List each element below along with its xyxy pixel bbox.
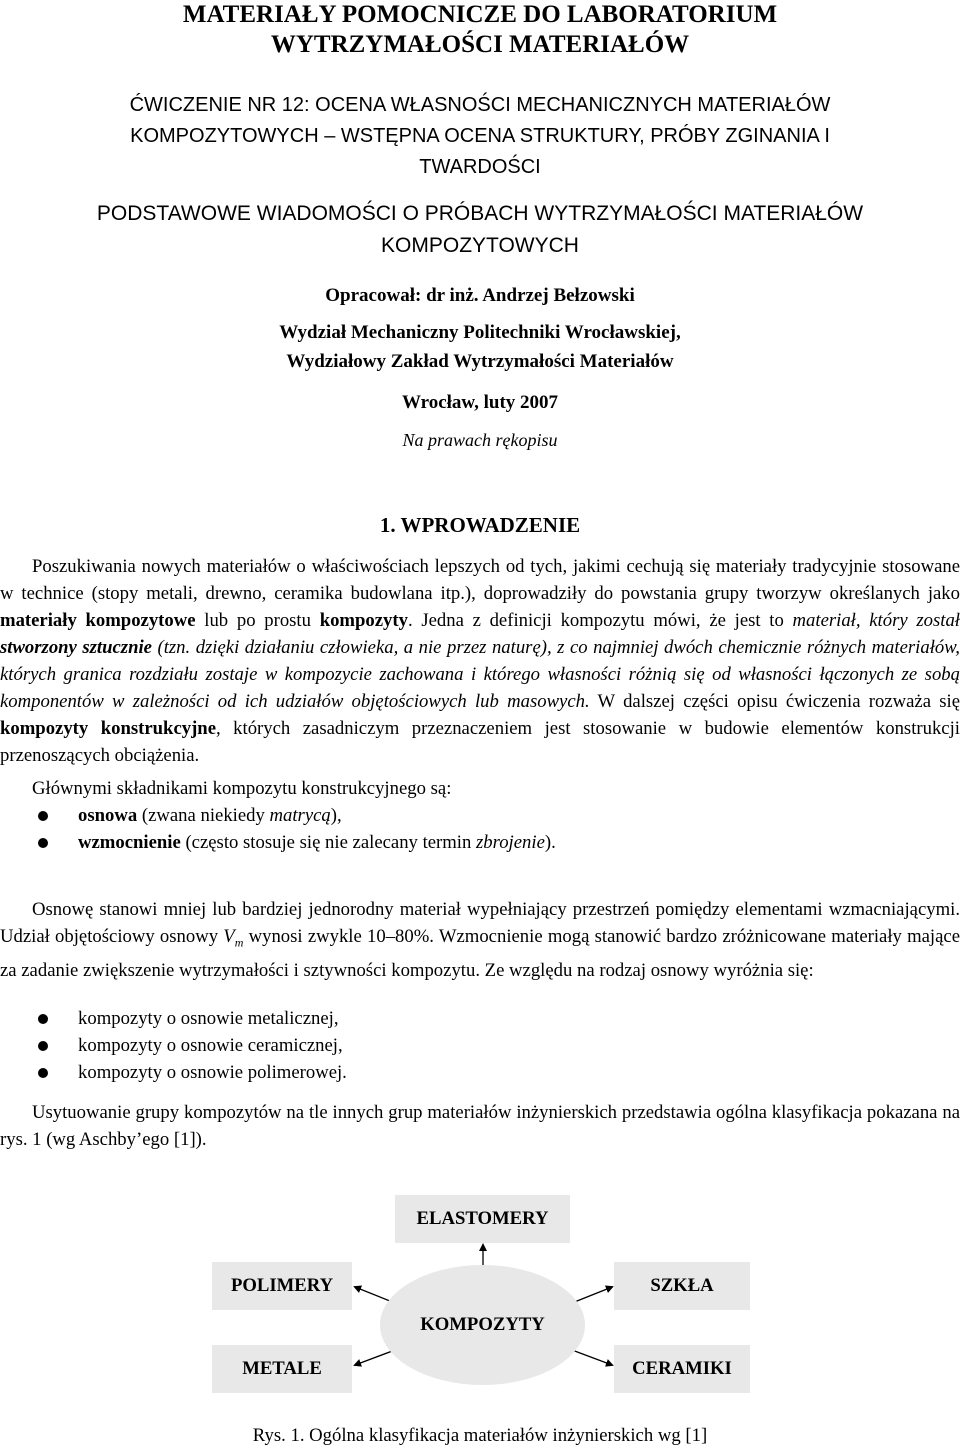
box-elastomers: ELASTOMERY <box>395 1195 570 1243</box>
exercise-line-2: KOMPOZYTOWYCH – WSTĘPNA OCENA STRUKTURY, PRÓBY ZGINANIA I <box>130 125 830 147</box>
arrow-to-metals <box>355 1350 395 1365</box>
p2-text-2: wynosi zwykle 10–80%. Wzmocnienie mogą stanowić bardzo zróżnicowane materiały mające za zadanie zwiększenie wytrzymałości i sztywności kompozytu. Ze względu na rodzaj osnowy wyróżnia się: <box>0 926 960 981</box>
component-name: osnowa <box>78 805 138 826</box>
ellipse-composites: KOMPOZYTY <box>380 1265 585 1385</box>
document-title <box>0 0 960 60</box>
component-alt-term: matrycą <box>269 805 331 826</box>
rights-note: Na prawach rękopisu <box>402 430 558 450</box>
list-item <box>0 1059 960 1086</box>
bullet-icon <box>38 1041 48 1051</box>
p1-italic-definition-2: (tzn. dzięki działaniu człowieka, a nie przez naturę), z co najmniej dwóch chemicznie różnych materiałów, których granica rozdziału zostaje w kompozycie zachowana i którego własności różnią się od własności łączonych ze sobą komponentów w zależności od ich udziałów objętościowych lub masowych. <box>0 637 960 712</box>
title-line-2: WYTRZYMAŁOŚCI MATERIAŁÓW <box>270 31 690 58</box>
component-text: (często stosuje się nie zalecany termin <box>180 832 477 853</box>
faculty-line-1: Wydział Mechaniczny Politechniki Wrocławskiej, <box>279 322 681 343</box>
basics-line-1: PODSTAWOWE WIADOMOŚCI O PRÓBACH WYTRZYMAŁOŚCI MATERIAŁÓW <box>96 202 864 225</box>
bullet-icon <box>38 811 48 821</box>
p1-text-3: . Jedna z definicji kompozytu mówi, że jest to <box>407 610 793 631</box>
arrow-to-glasses <box>572 1287 612 1303</box>
exercise-title <box>0 90 960 183</box>
component-text-end: ), <box>330 805 342 826</box>
place-date: Wrocław, luty 2007 <box>401 392 559 413</box>
p1-text-4: W dalszej części opisu ćwiczenia rozważa się <box>589 691 960 712</box>
p1-bold-composite-materials: materiały kompozytowe <box>0 610 196 631</box>
list-item <box>0 829 960 856</box>
p1-bold-composites: kompozyty <box>319 610 408 631</box>
exercise-line-1: ĆWICZENIE NR 12: OCENA WŁASNOŚCI MECHANICZNYCH MATERIAŁÓW <box>129 94 831 116</box>
p1-text-5: , których zasadniczym przeznaczeniem jest stosowanie w budowie elementów konstrukcji przenoszących obciążenia. <box>0 718 960 766</box>
components-list <box>0 802 960 856</box>
component-text: (zwana niekiedy <box>137 805 270 826</box>
p1-bold-italic-artificial: stworzony sztucznie <box>0 637 152 658</box>
classification-diagram <box>0 1185 960 1420</box>
basics-title <box>0 198 960 262</box>
bullet-icon <box>38 1068 48 1078</box>
p2-variable: V <box>223 926 235 947</box>
p1-text-2: lub po prostu <box>195 610 320 631</box>
list-item <box>0 1032 960 1059</box>
bullet-icon <box>38 838 48 848</box>
box-glasses: SZKŁA <box>614 1262 750 1310</box>
basics-line-2: KOMPOZYTOWYCH <box>381 234 579 257</box>
list-item <box>0 1005 960 1032</box>
component-text-end: ). <box>544 832 556 853</box>
p1-bold-structural-composites: kompozyty konstrukcyjne <box>0 718 216 739</box>
box-polymers: POLIMERY <box>212 1262 352 1310</box>
p2-text-1: Osnowę stanowi mniej lub bardziej jednorodny materiał wypełniający przestrzeń pomiędzy elementami wzmacniającymi. Udział objętościowy osnowy <box>0 899 960 947</box>
bullet-icon <box>38 1014 48 1024</box>
figure-caption: Rys. 1. Ogólna klasyfikacja materiałów inżynierskich wg [1] <box>252 1425 708 1446</box>
components-lead: Głównymi składnikami kompozytu konstrukcyjnego są: <box>32 778 452 799</box>
box-metals: METALE <box>212 1345 352 1393</box>
matrix-types-list <box>0 1005 960 1086</box>
author: Opracował: dr inż. Andrzej Bełzowski <box>325 285 635 306</box>
faculty-line-2: Wydziałowy Zakład Wytrzymałości Materiałów <box>286 351 674 372</box>
matrix-paragraph <box>0 896 960 984</box>
component-name: wzmocnienie <box>78 832 181 853</box>
p2-subscript: m <box>234 935 244 950</box>
intro-paragraph <box>0 553 960 769</box>
exercise-line-3: TWARDOŚCI <box>419 156 541 178</box>
section-heading: 1. WPROWADZENIE <box>379 513 581 537</box>
list-item <box>0 802 960 829</box>
faculty <box>0 318 960 376</box>
box-ceramics: CERAMIKI <box>614 1345 750 1393</box>
classification-paragraph: Usytuowanie grupy kompozytów na tle innych grup materiałów inżynierskich przedstawia ogólna klasyfikacja pokazana na rys. 1 (wg Aschby’ego [1]). <box>0 1102 960 1150</box>
matrix-type: kompozyty o osnowie polimerowej. <box>78 1062 347 1083</box>
component-alt-term: zbrojenie <box>476 832 545 853</box>
title-line-1: MATERIAŁY POMOCNICZE DO LABORATORIUM <box>182 1 778 28</box>
p1-italic-definition-1: materiał, który został <box>792 610 960 631</box>
p1-text-1: Poszukiwania nowych materiałów o właściwościach lepszych od tych, jakimi cechują się materiały tradycyjnie stosowane w technice (stopy metali, drewno, ceramika budowlana itp.), doprowadziły do powstania grupy tworzyw określanych jako <box>0 556 960 604</box>
matrix-type: kompozyty o osnowie metalicznej, <box>78 1008 339 1029</box>
arrow-to-ceramics <box>572 1350 612 1365</box>
matrix-type: kompozyty o osnowie ceramicznej, <box>78 1035 343 1056</box>
